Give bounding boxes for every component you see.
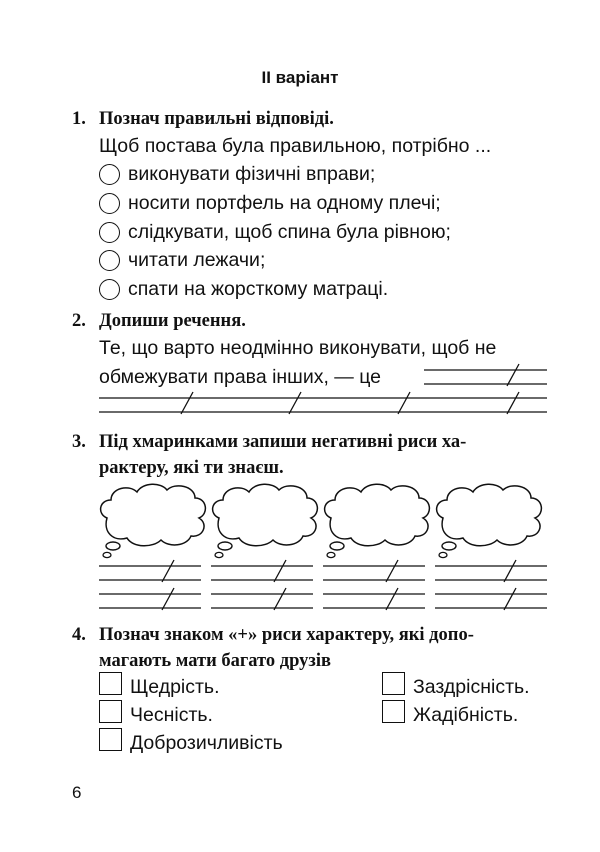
checkbox-greed[interactable] (382, 700, 405, 723)
option-generosity-label: Щедрість. (130, 676, 220, 698)
question-4-instruction-line-2: магають мати багато друзів (99, 651, 331, 671)
answer-divider (274, 588, 286, 610)
question-1-stem: Щоб постава була правильною, потрібно ... (99, 135, 492, 157)
option-greed-label: Жадібність. (413, 704, 519, 726)
option-envy-label: Заздрісність. (413, 676, 530, 698)
question-4-number: 4. (72, 625, 86, 645)
question-2-line-2: обмежувати права інших, — це (99, 366, 382, 388)
answer-divider (162, 588, 174, 610)
question-2-number: 2. (72, 311, 86, 331)
question-3-instruction-line-2: рактеру, які ти знаєш. (99, 458, 284, 478)
question-2-instruction: Допиши речення. (99, 311, 246, 331)
answer-divider (386, 560, 398, 582)
option-2-label: носити портфель на одному плечі; (128, 192, 441, 214)
option-5-label: спати на жорсткому матраці. (128, 278, 389, 300)
question-2-line-1: Те, що варто неодмінно виконувати, щоб не (99, 337, 497, 359)
option-4-label: читати лежачи; (128, 249, 266, 271)
variant-title: ІІ варіант (261, 68, 339, 87)
checkbox-generosity[interactable] (99, 672, 122, 695)
checkbox-envy[interactable] (382, 672, 405, 695)
question-1-instruction: Познач правильні відповіді. (99, 109, 334, 129)
answer-divider (504, 560, 516, 582)
page-number: 6 (72, 783, 82, 802)
answer-divider (386, 588, 398, 610)
answer-divider (162, 560, 174, 582)
answer-divider (274, 560, 286, 582)
checkbox-benevolence[interactable] (99, 728, 122, 751)
option-3-label: слідкувати, щоб спина була рівною; (128, 221, 451, 243)
question-3-instruction-line-1: Під хмаринками запиши негативні риси ха- (99, 432, 467, 452)
question-3-number: 3. (72, 432, 86, 452)
answer-divider (504, 588, 516, 610)
question-4-instruction-line-1: Познач знаком «+» риси характеру, які допо- (99, 625, 474, 645)
option-1-label: виконувати фізичні вправи; (128, 163, 376, 185)
checkbox-honesty[interactable] (99, 700, 122, 723)
option-honesty-label: Чесність. (130, 704, 213, 726)
option-benevolence-label: Доброзичливість (130, 732, 283, 754)
question-1-number: 1. (72, 109, 86, 129)
